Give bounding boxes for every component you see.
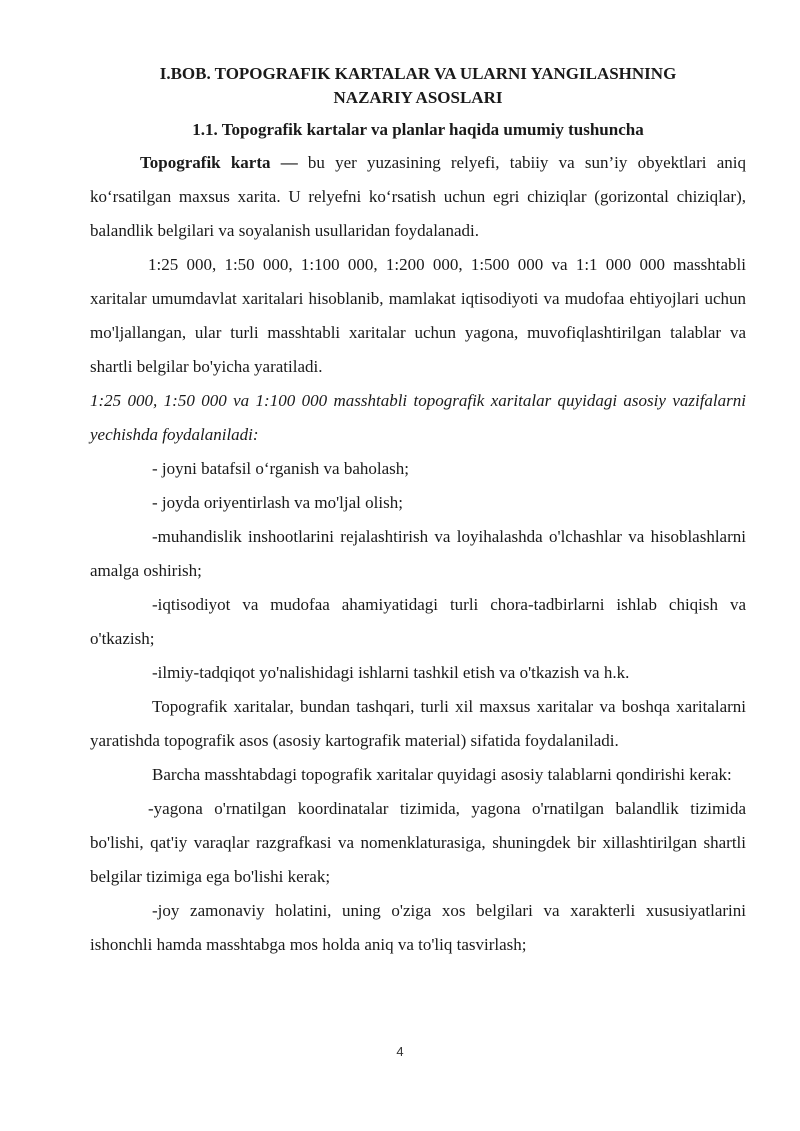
page-content <box>90 62 746 962</box>
requirement-item-1: -yagona o'rnatilgan koordinatalar tizimida, yagona o'rnatilgan balandlik tizimida bo'lishi, qat'iy varaqlar razgrafkasi va nomenklaturasiga, shuningdek bir xillashtirilgan shartli belgilar tizimiga ega bo'lishi kerak; <box>90 799 746 886</box>
intro-term: Topografik karta — <box>140 153 298 172</box>
chapter-title-line1: I.BOB. TOPOGRAFIK KARTALAR VA ULARNI YANGILASHNING <box>159 64 677 83</box>
chapter-title-line2: NAZARIY ASOSLARI <box>333 88 503 107</box>
page-number: 4 <box>396 1044 404 1059</box>
section-title: 1.1. Topografik kartalar va planlar haqida umumiy tushuncha <box>192 120 644 139</box>
intro-text: bu yer yuzasining relyefi, tabiiy va sun’iy obyektlari aniq ko‘rsatilgan maxsus xarita. U relyefni ko‘rsatish uchun egri chiziqlar (gorizontal chiziqlar), balandlik belgilari va soyalanish usullaridan foydalanadi. <box>90 153 747 240</box>
task-item-5: -ilmiy-tadqiqot yo'nalishidagi ishlarni tashkil etish va o'tkazish va h.k. <box>152 663 630 682</box>
requirements-paragraph: Barcha masshtabdagi topografik xaritalar quyidagi asosiy talablarni qondirishi kerak: <box>152 765 732 784</box>
chapter-title <box>90 62 746 110</box>
task-item-1: - joyni batafsil o‘rganish va baholash; <box>152 459 409 478</box>
intro-paragraph <box>90 146 746 248</box>
special-maps-paragraph: Topografik xaritalar, bundan tashqari, turli xil maxsus xaritalar va boshqa xaritalarni yaratishda topografik asos (asosiy kartografik material) sifatida foydalaniladi. <box>90 697 746 750</box>
tasks-intro-paragraph: 1:25 000, 1:50 000 va 1:100 000 masshtabli topografik xaritalar quyidagi asosiy vazifalarni yechishda foydalaniladi: <box>90 391 746 444</box>
scales-paragraph: 1:25 000, 1:50 000, 1:100 000, 1:200 000, 1:500 000 va 1:1 000 000 masshtabli xaritalar umumdavlat xaritalari hisoblanib, mamlakat iqtisodiyoti va mudofaa ehtiyojlari uchun mo'ljallangan, ular turli masshtabli xaritalar uchun yagona, muvofiqlashtirilgan talablar va shartli belgilar bo'yicha yaratiladi. <box>90 255 746 376</box>
task-item-3: -muhandislik inshootlarini rejalashtirish va loyihalashda o'lchashlar va hisoblashlarni amalga oshirish; <box>90 527 746 580</box>
task-item-2: - joyda oriyentirlash va mo'ljal olish; <box>152 493 403 512</box>
task-item-4: -iqtisodiyot va mudofaa ahamiyatidagi turli chora-tadbirlarni ishlab chiqish va o'tkazish; <box>90 595 746 648</box>
requirement-item-2: -joy zamonaviy holatini, uning o'ziga xos belgilari va xarakterli xususiyatlarini ishonchli hamda masshtabga mos holda aniq va to'liq tasvirlash; <box>90 901 746 954</box>
